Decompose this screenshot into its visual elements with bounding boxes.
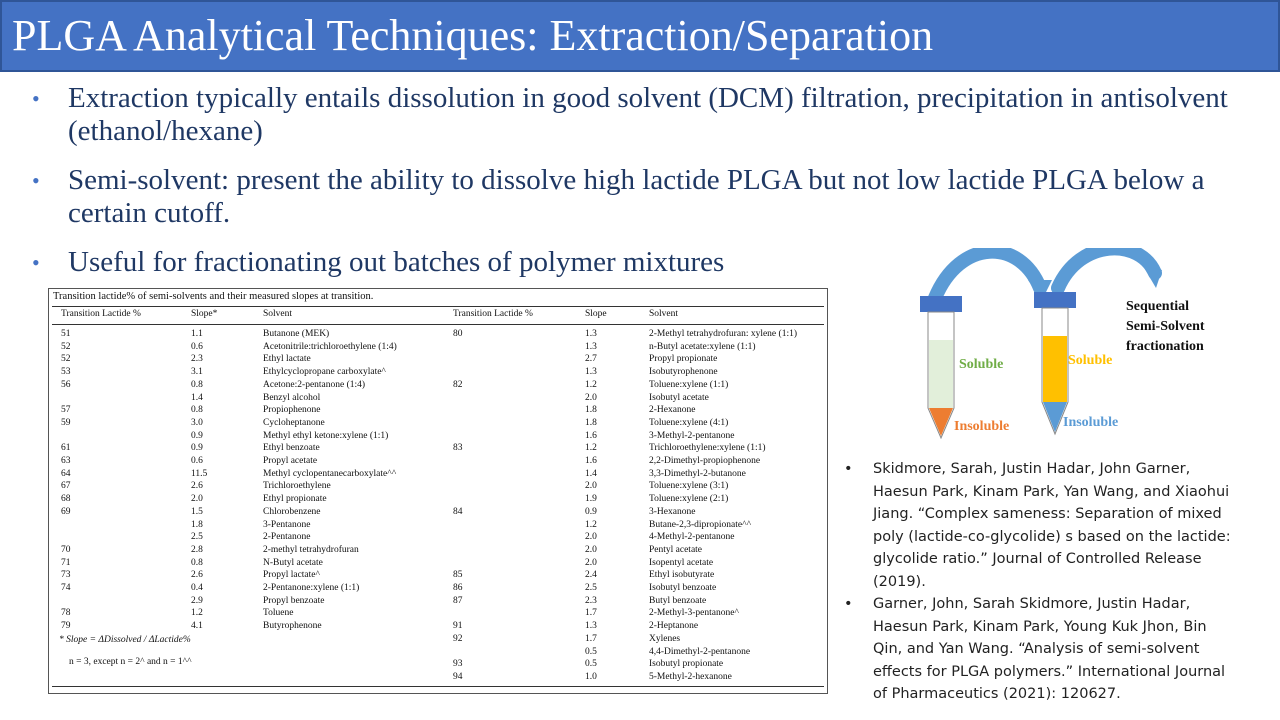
cell-transition-lactide: 85 bbox=[453, 570, 463, 581]
cell-transition-lactide: 91 bbox=[453, 621, 463, 632]
cell-solvent: Ethyl isobutyrate bbox=[649, 570, 715, 581]
cell-solvent: 3-Methyl-2-pentanone bbox=[649, 430, 735, 441]
cell-solvent: Benzyl alcohol bbox=[263, 392, 321, 403]
header-solvent-right: Solvent bbox=[649, 309, 679, 319]
cell-solvent: Chlorobenzene bbox=[263, 506, 321, 517]
cell-solvent: Ethylcyclopropane carboxylate^ bbox=[263, 367, 386, 378]
cell-slope: 2.8 bbox=[191, 544, 203, 555]
title-bar bbox=[0, 0, 1280, 72]
cell-slope: 1.2 bbox=[585, 443, 597, 454]
cell-solvent: Toluene:xylene (1:1) bbox=[649, 379, 729, 390]
table-rule-top bbox=[52, 306, 824, 307]
diagram-title-line2: Semi-Solvent bbox=[1126, 319, 1205, 334]
cell-slope: 1.3 bbox=[585, 341, 597, 352]
tube2-soluble-label: Soluble bbox=[1068, 353, 1113, 368]
cell-slope: 1.7 bbox=[585, 633, 597, 644]
cell-slope: 1.1 bbox=[191, 329, 203, 339]
table-rule-bottom bbox=[52, 686, 824, 687]
cell-slope: 2.0 bbox=[191, 494, 203, 505]
cell-solvent: 3,3-Dimethyl-2-butanone bbox=[649, 468, 746, 479]
cell-transition-lactide: 94 bbox=[453, 671, 463, 682]
cell-slope: 1.8 bbox=[585, 417, 597, 428]
cell-transition-lactide: 92 bbox=[453, 633, 463, 644]
bullet-text: Extraction typically entails dissolution in good solvent (DCM) filtration, precipitation in antisolvent (ethanol/hexane) bbox=[68, 82, 1228, 147]
cell-solvent: Isobutyl propionate bbox=[649, 659, 724, 670]
header-transition-left: Transition Lactide % bbox=[61, 309, 141, 319]
cell-slope: 2.0 bbox=[585, 557, 597, 568]
cell-solvent: 3-Hexanone bbox=[649, 506, 696, 517]
cell-slope: 0.5 bbox=[585, 659, 597, 670]
header-slope-left: Slope* bbox=[191, 309, 218, 319]
cell-transition-lactide: 59 bbox=[61, 417, 71, 428]
cell-transition-lactide: 67 bbox=[61, 481, 71, 492]
bullet-item bbox=[30, 82, 1260, 148]
cell-slope: 0.8 bbox=[191, 379, 203, 390]
cell-slope: 0.8 bbox=[191, 557, 203, 568]
n-footnote: n = 3, except n = 2^ and n = 1^^ bbox=[69, 657, 192, 667]
cell-slope: 3.1 bbox=[191, 367, 203, 378]
tube-insoluble-fill bbox=[929, 408, 953, 436]
bullet-item bbox=[30, 164, 1260, 230]
cell-slope: 1.0 bbox=[585, 671, 597, 682]
cell-solvent: Toluene:xylene (2:1) bbox=[649, 494, 729, 505]
reference-text: Garner, John, Sarah Skidmore, Justin Hadar, Haesun Park, Kinam Park, Young Kuk Jhon, Bin Qin, and Yan Wang. “Analysis of semi-solvent effects for PLGA polymers.” International Journal of Pharmaceutics (2021): 120627. bbox=[873, 596, 1226, 702]
cell-transition-lactide: 61 bbox=[61, 443, 71, 454]
cell-solvent: 4,4-Dimethyl-2-pentanone bbox=[649, 646, 751, 657]
cell-solvent: Toluene:xylene (4:1) bbox=[649, 417, 729, 428]
bullet-dot-icon: • bbox=[32, 250, 40, 275]
cell-solvent: Propiophenone bbox=[263, 405, 321, 416]
cell-solvent: Acetonitrile:trichloroethylene (1:4) bbox=[263, 341, 397, 352]
cell-slope: 1.4 bbox=[585, 468, 597, 479]
cell-slope: 1.3 bbox=[585, 367, 597, 378]
bullet-text: Useful for fractionating out batches of polymer mixtures bbox=[68, 246, 725, 278]
cell-solvent: 2-Pentanone:xylene (1:1) bbox=[263, 583, 360, 593]
cell-solvent: 2,2-Dimethyl-propiophenone bbox=[649, 456, 761, 466]
reference-text: Skidmore, Sarah, Justin Hadar, John Garner, Haesun Park, Kinam Park, Yan Wang, and Xiaohui Jiang. “Complex sameness: Separation of mixed poly (lactide-co-glycolide) s based on the lactide: glycolide ratio.” Journal of Controlled Release (2019). bbox=[873, 461, 1231, 590]
cell-solvent: Ethyl benzoate bbox=[263, 443, 320, 454]
cell-transition-lactide: 56 bbox=[61, 379, 71, 390]
bullet-dot-icon: • bbox=[32, 168, 40, 193]
fractionation-diagram bbox=[900, 248, 1230, 448]
cell-solvent: Butyl benzoate bbox=[649, 595, 707, 606]
arrow-icon bbox=[935, 252, 1040, 298]
arrow-icon bbox=[1058, 248, 1155, 288]
cell-slope: 4.1 bbox=[191, 621, 203, 632]
cell-solvent: Toluene bbox=[263, 608, 294, 619]
cell-transition-lactide: 52 bbox=[61, 354, 71, 365]
cell-slope: 2.0 bbox=[585, 532, 597, 543]
cell-slope: 2.7 bbox=[585, 354, 597, 365]
slide-title: PLGA Analytical Techniques: Extraction/Separation bbox=[12, 11, 934, 60]
reference-item bbox=[840, 593, 1240, 706]
cell-transition-lactide: 82 bbox=[453, 379, 463, 390]
cell-slope: 1.7 bbox=[585, 608, 597, 619]
tube1-soluble-label: Soluble bbox=[959, 357, 1004, 372]
cell-solvent: 2-Methyl tetrahydrofuran: xylene (1:1) bbox=[649, 329, 797, 339]
cell-transition-lactide: 86 bbox=[453, 583, 463, 593]
cell-solvent: Propyl lactate^ bbox=[263, 570, 320, 581]
cell-slope: 1.5 bbox=[191, 506, 203, 517]
cell-slope: 0.9 bbox=[191, 430, 203, 441]
cell-transition-lactide: 80 bbox=[453, 329, 463, 339]
cell-slope: 0.4 bbox=[191, 583, 203, 593]
cell-slope: 1.2 bbox=[585, 519, 597, 530]
cell-transition-lactide: 74 bbox=[61, 583, 71, 593]
cell-solvent: Propyl propionate bbox=[649, 354, 718, 365]
cell-slope: 1.3 bbox=[585, 621, 597, 632]
cell-transition-lactide: 51 bbox=[61, 329, 71, 339]
cell-slope: 2.6 bbox=[191, 481, 203, 492]
cell-solvent: Trichloroethylene:xylene (1:1) bbox=[649, 443, 766, 454]
cell-transition-lactide: 57 bbox=[61, 405, 71, 416]
cell-transition-lactide: 87 bbox=[453, 595, 463, 606]
cell-transition-lactide: 52 bbox=[61, 341, 71, 352]
cell-solvent: 2-Pentanone bbox=[263, 532, 311, 543]
cell-slope: 0.6 bbox=[191, 456, 203, 466]
cell-solvent: n-Butyl acetate:xylene (1:1) bbox=[649, 341, 756, 352]
cell-slope: 1.8 bbox=[585, 405, 597, 416]
cell-slope: 11.5 bbox=[191, 468, 208, 479]
tube-soluble-fill bbox=[929, 340, 953, 408]
cell-transition-lactide: 64 bbox=[61, 468, 71, 479]
cell-slope: 2.5 bbox=[191, 532, 203, 543]
cell-slope: 2.0 bbox=[585, 481, 597, 492]
tube1-insoluble-label: Insoluble bbox=[954, 419, 1010, 434]
cell-slope: 0.6 bbox=[191, 341, 203, 352]
cell-slope: 1.2 bbox=[191, 608, 203, 619]
cell-solvent: Isobutyrophenone bbox=[649, 367, 718, 378]
cell-solvent: Ethyl propionate bbox=[263, 494, 327, 505]
cell-solvent: Propyl acetate bbox=[263, 456, 318, 466]
cell-slope: 3.0 bbox=[191, 417, 203, 428]
tube-soluble-fill bbox=[1043, 336, 1067, 402]
reference-item bbox=[840, 458, 1240, 593]
cell-slope: 2.9 bbox=[191, 595, 203, 606]
cell-transition-lactide: 83 bbox=[453, 443, 463, 454]
cell-slope: 1.4 bbox=[191, 392, 203, 403]
cell-solvent: 2-methyl tetrahydrofuran bbox=[263, 544, 359, 555]
cell-slope: 0.8 bbox=[191, 405, 203, 416]
header-slope-right: Slope bbox=[585, 309, 607, 319]
cell-solvent: Butanone (MEK) bbox=[263, 329, 330, 339]
cell-solvent: Butane-2,3-dipropionate^^ bbox=[649, 519, 752, 530]
cell-transition-lactide: 73 bbox=[61, 570, 71, 581]
cell-transition-lactide: 53 bbox=[61, 367, 71, 378]
cell-solvent: Methyl cyclopentanecarboxylate^^ bbox=[263, 468, 397, 479]
slope-footnote: * Slope = ΔDissolved / ΔLactide% bbox=[59, 635, 191, 645]
cell-transition-lactide: 70 bbox=[61, 544, 71, 555]
cell-slope: 2.0 bbox=[585, 392, 597, 403]
cell-slope: 1.2 bbox=[585, 379, 597, 390]
cell-solvent: Trichloroethylene bbox=[263, 481, 331, 492]
cell-slope: 1.6 bbox=[585, 430, 597, 441]
cell-slope: 0.9 bbox=[585, 506, 597, 517]
header-solvent-left: Solvent bbox=[263, 309, 293, 319]
cell-transition-lactide: 84 bbox=[453, 506, 463, 517]
cell-solvent: 2-Methyl-3-pentanone^ bbox=[649, 608, 739, 619]
bullet-dot-icon: • bbox=[844, 596, 853, 612]
cell-solvent: Pentyl acetate bbox=[649, 544, 703, 555]
cell-slope: 1.6 bbox=[585, 456, 597, 466]
cell-solvent: 2-Hexanone bbox=[649, 405, 696, 416]
diagram-title-line3: fractionation bbox=[1126, 339, 1204, 354]
cell-slope: 1.8 bbox=[191, 519, 203, 530]
tube-cap-icon bbox=[920, 296, 962, 312]
cell-slope: 0.5 bbox=[585, 646, 597, 657]
bullet-dot-icon: • bbox=[32, 86, 40, 111]
cell-slope: 2.3 bbox=[191, 354, 203, 365]
cell-solvent: Acetone:2-pentanone (1:4) bbox=[263, 379, 366, 390]
tube2-insoluble-label: Insoluble bbox=[1063, 415, 1119, 430]
bullet-dot-icon: • bbox=[844, 461, 853, 477]
cell-slope: 2.4 bbox=[585, 570, 597, 581]
solvent-table-image bbox=[48, 288, 828, 694]
cell-solvent: Cycloheptanone bbox=[263, 417, 325, 428]
cell-slope: 0.9 bbox=[191, 443, 203, 454]
cell-slope: 2.0 bbox=[585, 544, 597, 555]
cell-slope: 1.3 bbox=[585, 329, 597, 339]
cell-solvent: Isobutyl benzoate bbox=[649, 583, 717, 593]
cell-solvent: Toluene:xylene (3:1) bbox=[649, 481, 729, 492]
cell-slope: 2.3 bbox=[585, 595, 597, 606]
cell-transition-lactide: 78 bbox=[61, 608, 71, 619]
table-rule-header bbox=[52, 324, 824, 325]
cell-transition-lactide: 79 bbox=[61, 621, 71, 632]
cell-solvent: Isobutyl acetate bbox=[649, 392, 709, 403]
header-transition-right: Transition Lactide % bbox=[453, 309, 533, 319]
cell-solvent: Methyl ethyl ketone:xylene (1:1) bbox=[263, 430, 389, 441]
table-caption: Transition lactide% of semi-solvents and their measured slopes at transition. bbox=[53, 291, 374, 302]
cell-solvent: 4-Methyl-2-pentanone bbox=[649, 532, 735, 543]
cell-solvent: Isopentyl acetate bbox=[649, 557, 714, 568]
cell-solvent: N-Butyl acetate bbox=[263, 557, 323, 568]
cell-transition-lactide: 69 bbox=[61, 506, 71, 517]
reference-list bbox=[840, 458, 1240, 706]
cell-transition-lactide: 71 bbox=[61, 557, 71, 568]
cell-transition-lactide: 63 bbox=[61, 456, 71, 466]
cell-solvent: Xylenes bbox=[649, 633, 681, 644]
cell-slope: 2.5 bbox=[585, 583, 597, 593]
cell-solvent: Butyrophenone bbox=[263, 621, 322, 632]
cell-slope: 1.9 bbox=[585, 494, 597, 505]
cell-solvent: 3-Pentanone bbox=[263, 519, 311, 530]
tube-cap-icon bbox=[1034, 292, 1076, 308]
cell-transition-lactide: 68 bbox=[61, 494, 71, 505]
cell-slope: 2.6 bbox=[191, 570, 203, 581]
cell-solvent: 2-Heptanone bbox=[649, 621, 699, 632]
bullet-text: Semi-solvent: present the ability to dissolve high lactide PLGA but not low lactide PLGA below a certain cutoff. bbox=[68, 164, 1205, 229]
diagram-title-line1: Sequential bbox=[1126, 299, 1190, 314]
cell-solvent: 5-Methyl-2-hexanone bbox=[649, 671, 732, 682]
cell-transition-lactide: 93 bbox=[453, 659, 463, 670]
cell-solvent: Ethyl lactate bbox=[263, 354, 311, 365]
cell-solvent: Propyl benzoate bbox=[263, 595, 325, 606]
